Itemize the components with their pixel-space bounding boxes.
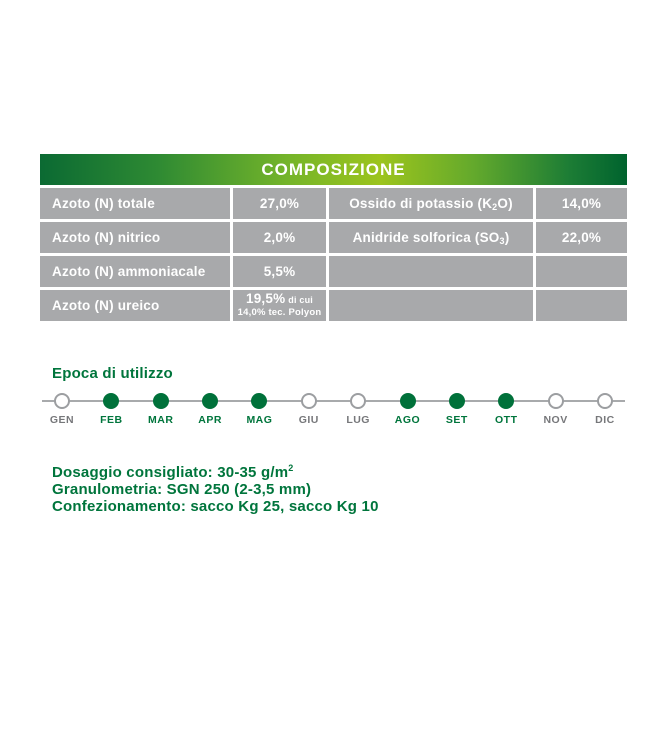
month-dot-icon bbox=[153, 393, 169, 409]
table-cell-label: Azoto (N) totale bbox=[40, 188, 230, 219]
month-label: FEB bbox=[100, 414, 123, 426]
subscript: 3 bbox=[499, 235, 505, 246]
month-dot-icon bbox=[103, 393, 119, 409]
month-dot-icon bbox=[202, 393, 218, 409]
month-label: AGO bbox=[394, 414, 421, 426]
month-label: MAR bbox=[148, 414, 174, 426]
table-cell-value: 2,0% bbox=[233, 222, 326, 253]
month-label: DIC bbox=[595, 414, 615, 426]
month-item bbox=[435, 392, 479, 426]
month-item bbox=[40, 392, 84, 426]
table-cell-label: Azoto (N) ureico bbox=[40, 290, 230, 321]
month-dot-icon bbox=[54, 393, 70, 409]
month-label: GEN bbox=[49, 414, 75, 426]
product-details bbox=[52, 460, 379, 515]
subscript: 2 bbox=[492, 201, 498, 212]
table-cell-value: 19,5% di cui 14,0% tec. Polyon bbox=[233, 290, 326, 321]
month-item bbox=[583, 392, 627, 426]
month-item bbox=[484, 392, 528, 426]
dosage-line: Dosaggio consigliato: 30-35 $g/m^2$ bbox=[52, 463, 294, 481]
month-dot-icon bbox=[597, 393, 613, 409]
month-item bbox=[89, 392, 133, 426]
month-item bbox=[534, 392, 578, 426]
packaging-line: Confezionamento: sacco Kg 25, sacco Kg 10 bbox=[52, 498, 379, 515]
month-dot-icon bbox=[498, 393, 514, 409]
table-cell-value: 5,5% bbox=[233, 256, 326, 287]
table-cell-label: Anidride solforica (SO 3 ) bbox=[329, 222, 533, 253]
month-label: MAG bbox=[246, 414, 273, 426]
month-item bbox=[188, 392, 232, 426]
composition-title: COMPOSIZIONE bbox=[261, 159, 406, 179]
month-label: NOV bbox=[543, 414, 568, 426]
table-cell-empty bbox=[329, 256, 533, 287]
usage-period-heading: Epoca di utilizzo bbox=[52, 365, 173, 382]
table-cell-label: Azoto (N) ammoniacale bbox=[40, 256, 230, 287]
table-cell-empty bbox=[536, 290, 627, 321]
month-item bbox=[287, 392, 331, 426]
month-dot-icon bbox=[400, 393, 416, 409]
month-label: LUG bbox=[346, 414, 370, 426]
table-cell-empty bbox=[536, 256, 627, 287]
month-item bbox=[237, 392, 281, 426]
superscript: 2 bbox=[288, 463, 294, 473]
month-dot-icon bbox=[548, 393, 564, 409]
month-label: OTT bbox=[494, 414, 518, 426]
usage-timeline bbox=[40, 392, 627, 432]
month-item bbox=[336, 392, 380, 426]
table-cell-label: Ossido di potassio (K 2 O) bbox=[329, 188, 533, 219]
table-cell-value: 27,0% bbox=[233, 188, 326, 219]
composition-header bbox=[40, 154, 627, 185]
month-item bbox=[139, 392, 183, 426]
granulometry-line: Granulometria: SGN 250 (2-3,5 mm) bbox=[52, 481, 312, 498]
month-dot-icon bbox=[350, 393, 366, 409]
table-cell-value: 14,0% bbox=[536, 188, 627, 219]
month-label: APR bbox=[198, 414, 222, 426]
table-cell-label: Azoto (N) nitrico bbox=[40, 222, 230, 253]
month-dot-icon bbox=[251, 393, 267, 409]
months-row bbox=[40, 392, 627, 426]
month-dot-icon bbox=[301, 393, 317, 409]
month-label: SET bbox=[445, 414, 468, 426]
composition-table bbox=[40, 188, 627, 321]
month-label: GIU bbox=[298, 414, 319, 426]
table-cell-value: 22,0% bbox=[536, 222, 627, 253]
table-cell-empty bbox=[329, 290, 533, 321]
month-item bbox=[386, 392, 430, 426]
month-dot-icon bbox=[449, 393, 465, 409]
